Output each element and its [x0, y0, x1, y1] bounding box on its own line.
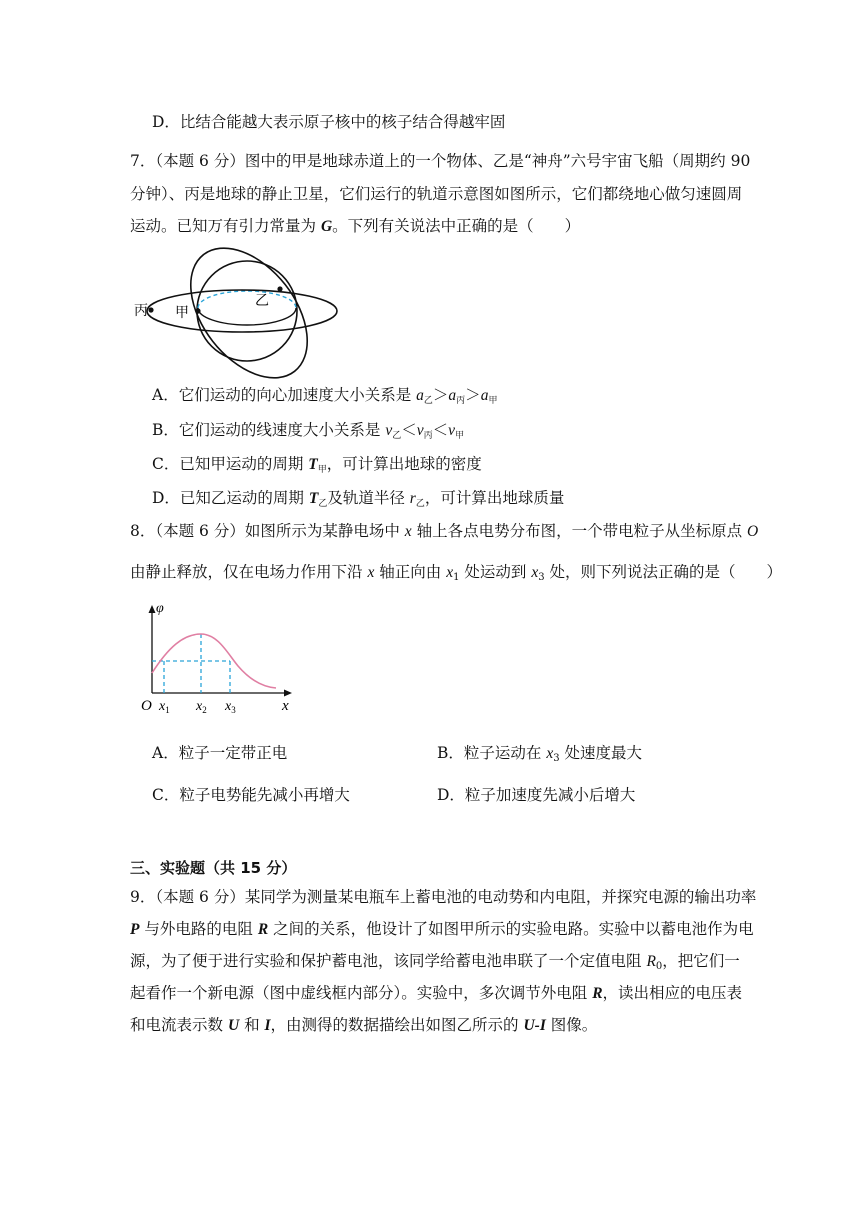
section-title-text: 三、实验题（共 15 分） — [130, 859, 297, 877]
q7-stem-line2 — [130, 184, 742, 204]
q9-stem-line3-post: ，把它们一 — [662, 952, 740, 970]
resistance-symbol: R — [257, 921, 269, 938]
q7-stem-line1-text: 7．（本题 6 分）图中的甲是地球赤道上的一个物体、乙是“神舟”六号宇宙飞船（周期约 90 — [130, 152, 751, 170]
point-jia — [195, 308, 200, 313]
q9-stem-line4-post: ，读出相应的电压表 — [602, 984, 743, 1002]
sub-bing: 丙 — [456, 396, 466, 406]
x2-label — [195, 699, 207, 715]
potential-curve — [152, 634, 276, 688]
q8-stem-line2-post: 处，则下列说法正确的是（ ） — [544, 563, 783, 581]
q9-stem-line1 — [130, 887, 756, 907]
q9-stem-line5 — [130, 1015, 597, 1036]
x-axis-label: x — [282, 698, 289, 714]
lt-sign: ＜ — [432, 421, 449, 439]
equator-dashed — [198, 291, 296, 308]
point-bing — [148, 307, 153, 312]
voltage-symbol: U — [227, 1017, 240, 1034]
y-axis-arrow — [149, 605, 156, 613]
q8-stem-line2-mid: 轴正向由 — [374, 563, 447, 581]
q9-stem-line5-mid: ，由测得的数据描绘出如图乙所示的 — [270, 1016, 524, 1034]
q7-stem-line3-pre: 运动。已知万有引力常量为 — [130, 217, 321, 235]
velocity-symbol: v — [416, 422, 424, 439]
r0-subscript: 0 — [655, 961, 663, 972]
q9-stem-line1-text: 9．（本题 6 分）某同学为测量某电瓶车上蓄电池的电动势和内电阻，并探究电源的输出功率 — [130, 888, 757, 906]
sub-yi: 乙 — [318, 499, 328, 509]
x1-label-sub: 1 — [165, 705, 170, 715]
q8-stem-line2 — [130, 562, 782, 588]
q8-option-b — [437, 743, 642, 769]
origin-symbol: O — [747, 523, 759, 540]
gt-sign: ＞ — [432, 386, 449, 404]
x1-subscript: 1 — [453, 572, 460, 583]
q9-stem-line2-post: 之间的关系，他设计了如图甲所示的实验电路。实验中以蓄电池作为电 — [268, 920, 754, 938]
q8-option-a — [152, 743, 287, 763]
x3-symbol: x — [531, 564, 539, 581]
x3-label-sub: 3 — [231, 705, 236, 715]
q9-stem-line5-post: 图像。 — [545, 1016, 598, 1034]
q7-option-d-post: ，可计算出地球质量 — [424, 489, 565, 507]
accel-symbol: a — [448, 387, 457, 404]
q8-stem-line1 — [130, 521, 758, 542]
accel-symbol: a — [416, 387, 424, 404]
origin-label: O — [141, 698, 152, 714]
sub-jia: 甲 — [455, 431, 465, 441]
q8-option-a-text: A．粒子一定带正电 — [152, 744, 288, 762]
q8-stem-line1-pre: 8．（本题 6 分）如图所示为某静电场中 — [130, 522, 405, 540]
resistance-symbol: R — [592, 985, 603, 1002]
q7-option-b-pre: B．它们运动的线速度大小关系是 — [152, 421, 386, 439]
q8-stem-line2-mid2: 处运动到 — [459, 563, 532, 581]
r0-symbol: R — [646, 953, 656, 970]
q7-stem-line2-text: 分钟）、丙是地球的静止卫星，它们运行的轨道示意图如图所示，它们都绕地心做匀速圆周 — [130, 185, 743, 203]
q9-stem-line3 — [130, 951, 740, 977]
q9-stem-line2-mid: 与外电路的电阻 — [139, 920, 258, 938]
q9-stem-line2 — [130, 919, 754, 940]
q8-option-d — [437, 785, 635, 805]
equator-front — [198, 308, 296, 325]
q7-option-c-post: ，可计算出地球的密度 — [326, 455, 482, 473]
x3-symbol: x — [546, 745, 554, 762]
sub-jia: 甲 — [488, 396, 498, 406]
q7-option-c-pre: C．已知甲运动的周期 — [152, 455, 309, 473]
q7-option-c — [152, 454, 482, 480]
q7-option-a-pre: A．它们运动的向心加速度大小关系是 — [152, 386, 417, 404]
earth-circle — [197, 261, 297, 361]
q9-stem-line4-pre: 起看作一个新电源（图中虚线框内部分）。实验中，多次调节外电阻 — [130, 984, 593, 1002]
x2-label-x: x — [196, 699, 203, 714]
velocity-symbol: v — [448, 422, 456, 439]
label-yi: 乙 — [255, 294, 269, 309]
x1-label — [158, 699, 170, 715]
x-axis-symbol: x — [404, 523, 412, 540]
current-symbol: I — [264, 1017, 271, 1034]
q9-stem-line3-pre: 源，为了便于进行实验和保护蓄电池，该同学给蓄电池串联了一个定值电阻 — [130, 952, 647, 970]
q9-stem-line5-and: 和 — [239, 1016, 265, 1034]
q6-option-d-text: D．比结合能越大表示原子核中的核子结合得越牢固 — [152, 113, 506, 131]
radius-symbol: r — [409, 490, 416, 507]
gt-sign: ＞ — [465, 386, 481, 404]
q8-option-c-text: C．粒子电势能先减小再增大 — [152, 786, 350, 804]
period-symbol: T — [308, 456, 318, 473]
x1-symbol: x — [446, 564, 454, 581]
q8-stem-line2-pre: 由静止释放，仅在电场力作用下沿 — [130, 563, 368, 581]
q9-stem-line4 — [130, 983, 742, 1004]
sub-yi: 乙 — [392, 431, 402, 441]
x3-subscript: 3 — [538, 572, 545, 583]
q7-stem-line1 — [130, 151, 750, 171]
x3-subscript: 3 — [553, 753, 560, 764]
velocity-symbol: v — [385, 422, 393, 439]
q7-option-d-mid: 及轨道半径 — [327, 489, 410, 507]
q7-option-d — [152, 488, 564, 514]
gravitational-constant-symbol: G — [320, 218, 333, 235]
lt-sign: ＜ — [401, 421, 417, 439]
q7-option-b — [152, 420, 464, 446]
orbit-diagram — [128, 238, 350, 388]
x3-label — [224, 699, 236, 715]
label-bing: 丙 — [134, 304, 148, 319]
ui-graph-symbol: U-I — [523, 1017, 546, 1034]
q7-stem-line3-post: 。下列有关说法中正确的是（ ） — [332, 217, 581, 235]
sub-jia: 甲 — [317, 465, 327, 475]
x-axis-symbol: x — [367, 564, 375, 581]
x3-label-x: x — [225, 699, 232, 714]
sub-bing: 丙 — [423, 431, 433, 441]
section-title — [130, 858, 296, 878]
q7-option-d-pre: D．已知乙运动的周期 — [152, 489, 309, 507]
x2-label-sub: 2 — [202, 705, 207, 715]
q8-option-c — [152, 785, 350, 805]
power-symbol: P — [130, 921, 140, 938]
accel-symbol: a — [480, 387, 489, 404]
x-axis-arrow — [284, 690, 292, 697]
period-symbol: T — [308, 490, 319, 507]
label-jia: 甲 — [175, 306, 189, 321]
potential-graph — [138, 598, 308, 716]
q8-stem-line1-mid: 轴上各点电势分布图，一个带电粒子从坐标原点 — [411, 522, 748, 540]
x1-label-x: x — [159, 699, 166, 714]
q8-option-b-pre: B．粒子运动在 — [437, 744, 547, 762]
sub-yi: 乙 — [415, 499, 425, 509]
q8-option-b-post: 处速度最大 — [559, 744, 643, 762]
q9-stem-line5-pre: 和电流表示数 — [130, 1016, 228, 1034]
q8-option-d-text: D．粒子加速度先减小后增大 — [437, 786, 636, 804]
q6-option-d — [152, 112, 505, 132]
point-yi — [277, 286, 282, 291]
sub-yi: 乙 — [423, 396, 433, 406]
q7-option-a — [152, 385, 497, 411]
phi-axis-label: φ — [156, 601, 164, 616]
q7-stem-line3 — [130, 216, 580, 237]
